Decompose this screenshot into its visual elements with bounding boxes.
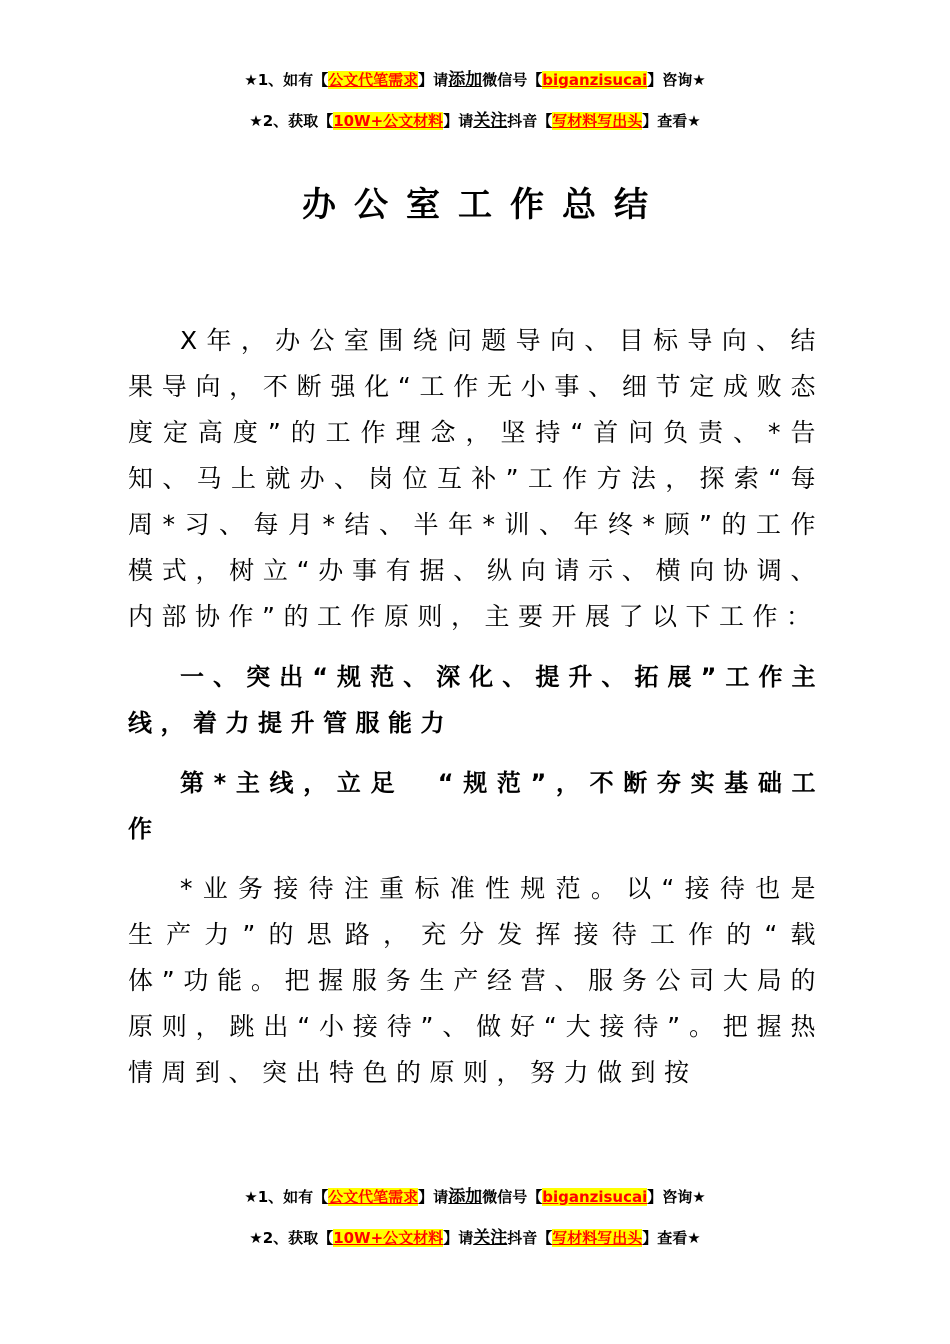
promo-highlight: 写材料写出头 bbox=[552, 112, 643, 130]
promo-text: ★1、如有【 bbox=[244, 1188, 329, 1206]
promo-emphasis: 关注 bbox=[473, 111, 508, 131]
promo-highlight: 公文代笔需求 bbox=[328, 1188, 419, 1206]
promo-text: 】查看★ bbox=[642, 1229, 701, 1247]
document-body bbox=[128, 318, 824, 1096]
promo-text: 微信号【 bbox=[482, 71, 543, 89]
promo-text: 】请 bbox=[443, 112, 474, 130]
promo-text: ★2、获取【 bbox=[249, 112, 334, 130]
promo-text: 】咨询★ bbox=[647, 71, 706, 89]
promo-line-top-2 bbox=[0, 111, 950, 131]
promo-text: 】咨询★ bbox=[647, 1188, 706, 1206]
promo-emphasis: 添加 bbox=[448, 1187, 483, 1207]
promo-text: ★1、如有【 bbox=[244, 71, 329, 89]
promo-text: ★2、获取【 bbox=[249, 1229, 334, 1247]
promo-line-bottom-1 bbox=[0, 1187, 950, 1207]
promo-text: 抖音【 bbox=[507, 112, 553, 130]
promo-highlight: biganzisucai bbox=[542, 71, 648, 89]
document-title: 办公室工作总结 bbox=[302, 185, 666, 225]
promo-highlight: biganzisucai bbox=[542, 1188, 648, 1206]
promo-emphasis: 添加 bbox=[448, 70, 483, 90]
promo-line-bottom-2 bbox=[0, 1228, 950, 1248]
promo-text: 】请 bbox=[443, 1229, 474, 1247]
promo-text: 】查看★ bbox=[642, 112, 701, 130]
promo-highlight: 10W+公文材料 bbox=[333, 112, 444, 130]
promo-highlight: 公文代笔需求 bbox=[328, 71, 419, 89]
promo-text: 】请 bbox=[418, 1188, 449, 1206]
promo-emphasis: 关注 bbox=[473, 1228, 508, 1248]
intro-paragraph: X年，办公室围绕问题导向、目标导向、结果导向，不断强化“工作无小事、细节定成败态度定高度”的工作理念，坚持“首问负责、*告知、马上就办、岗位互补”工作方法，探索“每周*习、每月*结、半年*训、年终*顾”的工作模式，树立“办事有据、纵向请示、横向协调、内部协作”的工作原则，主要开展了以下工作： bbox=[128, 326, 824, 631]
promo-text: 微信号【 bbox=[482, 1188, 543, 1206]
promo-highlight: 10W+公文材料 bbox=[333, 1229, 444, 1247]
promo-text: 抖音【 bbox=[507, 1229, 553, 1247]
section-heading-2: 第*主线，立足 “规范”，不断夯实基础工作 bbox=[128, 769, 824, 843]
body-paragraph-2: *业务接待注重标准性规范。以“接待也是生产力”的思路，充分发挥接待工作的“载体”功能。把握服务生产经营、服务公司大局的原则，跳出“小接待”、做好“大接待”。把握热情周到、突出特色的原则，努力做到按 bbox=[128, 874, 824, 1087]
promo-text: 】请 bbox=[418, 71, 449, 89]
promo-line-top-1 bbox=[0, 70, 950, 90]
promo-highlight: 写材料写出头 bbox=[552, 1229, 643, 1247]
section-heading-1: 一、突出“规范、深化、提升、拓展”工作主线，着力提升管服能力 bbox=[128, 663, 824, 737]
